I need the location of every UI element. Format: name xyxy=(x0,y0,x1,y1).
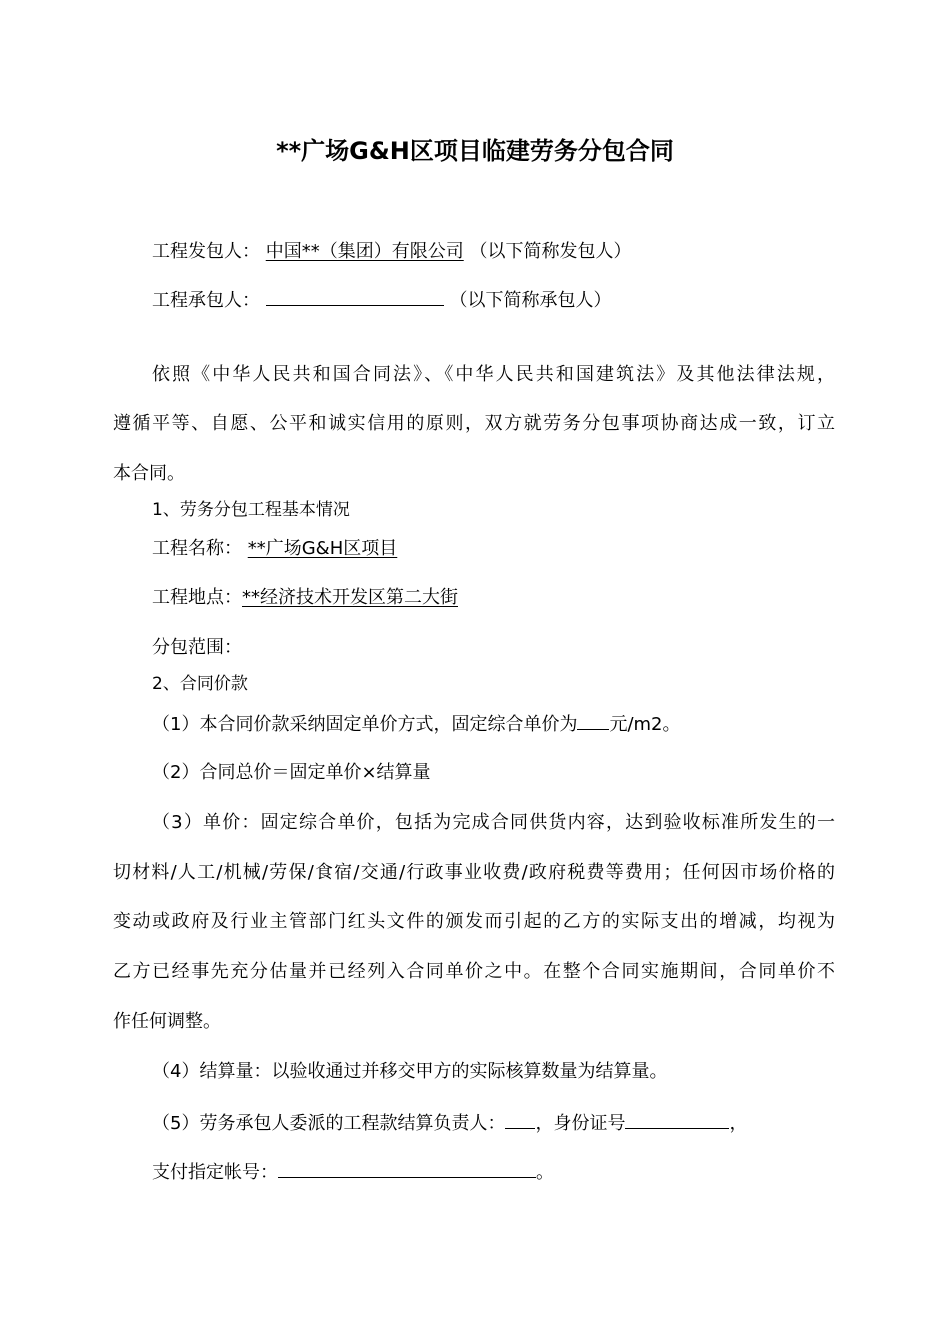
price-item-5 xyxy=(152,1110,747,1134)
project-location-label: 工程地点： xyxy=(152,587,242,608)
project-name-value: **广场G&H区项目 xyxy=(247,538,398,559)
contractor-suffix: （以下简称承包人） xyxy=(449,290,612,311)
contractor-label: 工程承包人： xyxy=(152,290,260,311)
price-item-1 xyxy=(152,711,681,735)
contractor-blank xyxy=(266,287,444,306)
price-item-4: （4）结算量：以验收通过并移交甲方的实际核算数量为结算量。 xyxy=(152,1061,668,1082)
unit-price-blank xyxy=(577,711,609,730)
preamble-line: 本合同。 xyxy=(113,463,185,484)
project-location-value: **经济技术开发区第二大街 xyxy=(242,587,458,608)
employer-line xyxy=(152,240,631,264)
project-name-label: 工程名称： xyxy=(152,538,242,559)
id-number-label: ，身份证号 xyxy=(535,1113,626,1134)
price-item-3-line: 变动或政府及行业主管部门红头文件的颁发而引起的乙方的实际支出的增减，均视为 xyxy=(113,911,835,932)
price-item-5-end: ， xyxy=(729,1113,748,1134)
price-item-5-text: （5）劳务承包人委派的工程款结算负责人： xyxy=(152,1113,506,1134)
responsible-person-blank xyxy=(505,1110,535,1129)
project-name-line xyxy=(152,537,397,561)
scope-label: 分包范围： xyxy=(152,637,242,658)
payment-account-blank xyxy=(278,1159,536,1178)
payment-account-line xyxy=(152,1159,554,1183)
price-item-3-line: 乙方已经事先充分估量并已经列入合同单价之中。在整个合同实施期间，合同单价不 xyxy=(113,961,835,982)
employer-label: 工程发包人： xyxy=(152,241,260,262)
preamble-line: 依照《中华人民共和国合同法》、《中华人民共和国建筑法》及其他法律法规， xyxy=(152,364,835,385)
employer-suffix: （以下简称发包人） xyxy=(469,241,632,262)
contractor-line xyxy=(152,287,611,311)
price-item-3-line: 切材料/人工/机械/劳保/食宿/交通/行政事业收费/政府税费等费用；任何因市场价格的 xyxy=(113,862,835,883)
payment-account-label: 支付指定帐号： xyxy=(152,1162,278,1183)
price-item-2: （2）合同总价＝固定单价×结算量 xyxy=(152,762,431,783)
id-number-blank xyxy=(625,1110,729,1129)
project-location-line xyxy=(152,586,458,610)
price-item-3-line: 作任何调整。 xyxy=(113,1011,221,1032)
price-item-3-line: （3）单价：固定综合单价，包括为完成合同供货内容，达到验收标准所发生的一 xyxy=(152,812,835,833)
employer-name: 中国**（集团）有限公司 xyxy=(265,241,464,262)
payment-account-end: 。 xyxy=(536,1162,554,1183)
preamble-line: 遵循平等、自愿、公平和诚实信用的原则，双方就劳务分包事项协商达成一致，订立 xyxy=(113,413,835,434)
price-item-1-unit: 元/m2。 xyxy=(609,714,681,735)
section-1-heading: 1、劳务分包工程基本情况 xyxy=(152,500,350,520)
document-title: **广场G&H区项目临建劳务分包合同 xyxy=(276,137,674,165)
price-item-1-text: （1）本合同价款采纳固定单价方式，固定综合单价为 xyxy=(152,714,578,735)
section-2-heading: 2、合同价款 xyxy=(152,674,248,694)
